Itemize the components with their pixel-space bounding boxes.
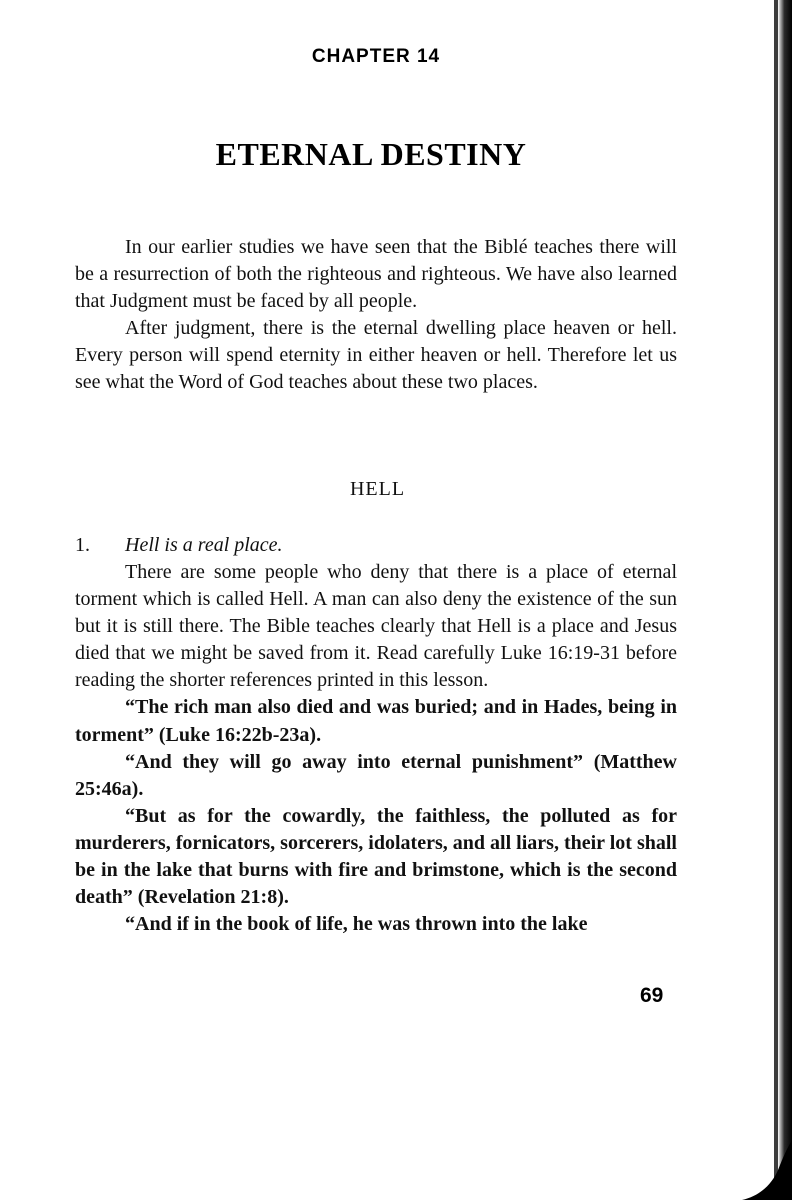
page-number: 69: [640, 984, 664, 1007]
subheading-text: Hell is a real place.: [125, 534, 283, 556]
intro-paragraph: In our earlier studies we have seen that the Biblé teaches there will be a resurrection of both the righteous and righteous. We have also learned that Judgment must be faced by all people.: [75, 236, 677, 313]
section-heading: HELL: [349, 478, 406, 500]
intro-paragraph: After judgment, there is the eternal dwelling place heaven or hell. Every person will spend eternity in either heaven or hell. Therefore let us see what the Word of God teaches about these two places.: [75, 317, 677, 394]
intro-text: [75, 234, 677, 397]
page-title: ETERNAL DESTINY: [215, 136, 527, 172]
chapter-label: CHAPTER 14: [311, 46, 441, 67]
scripture-quote: “But as for the cowardly, the faithless, the polluted as for murderers, fornicators, sorcerers, idolaters, and all liars, their lot shall be in the lake that burns with fire and brimstone, which is the second death” (Revelation 21:8).: [75, 804, 677, 909]
section-body: [75, 559, 677, 938]
subheading: [75, 532, 677, 559]
body-paragraph: There are some people who deny that there is a place of eternal torment which is called Hell. A man can also deny the existence of the sun but it is still there. The Bible teaches clearly that Hell is a place and Jesus died that we might be saved from it. Read carefully Luke 16:19-31 before reading the shorter references printed in this lesson.: [75, 561, 677, 692]
scripture-quote: “And they will go away into eternal punishment” (Matthew 25:46a).: [75, 750, 677, 800]
scripture-quote: “The rich man also died and was buried; and in Hades, being in torment” (Luke 16:22b-23a).: [75, 696, 677, 746]
subheading-number: 1.: [75, 534, 90, 556]
page-curl-corner: [742, 1140, 792, 1200]
scripture-quote: “And if in the book of life, he was thrown into the lake: [125, 913, 588, 936]
scan-edge: [778, 0, 792, 1200]
